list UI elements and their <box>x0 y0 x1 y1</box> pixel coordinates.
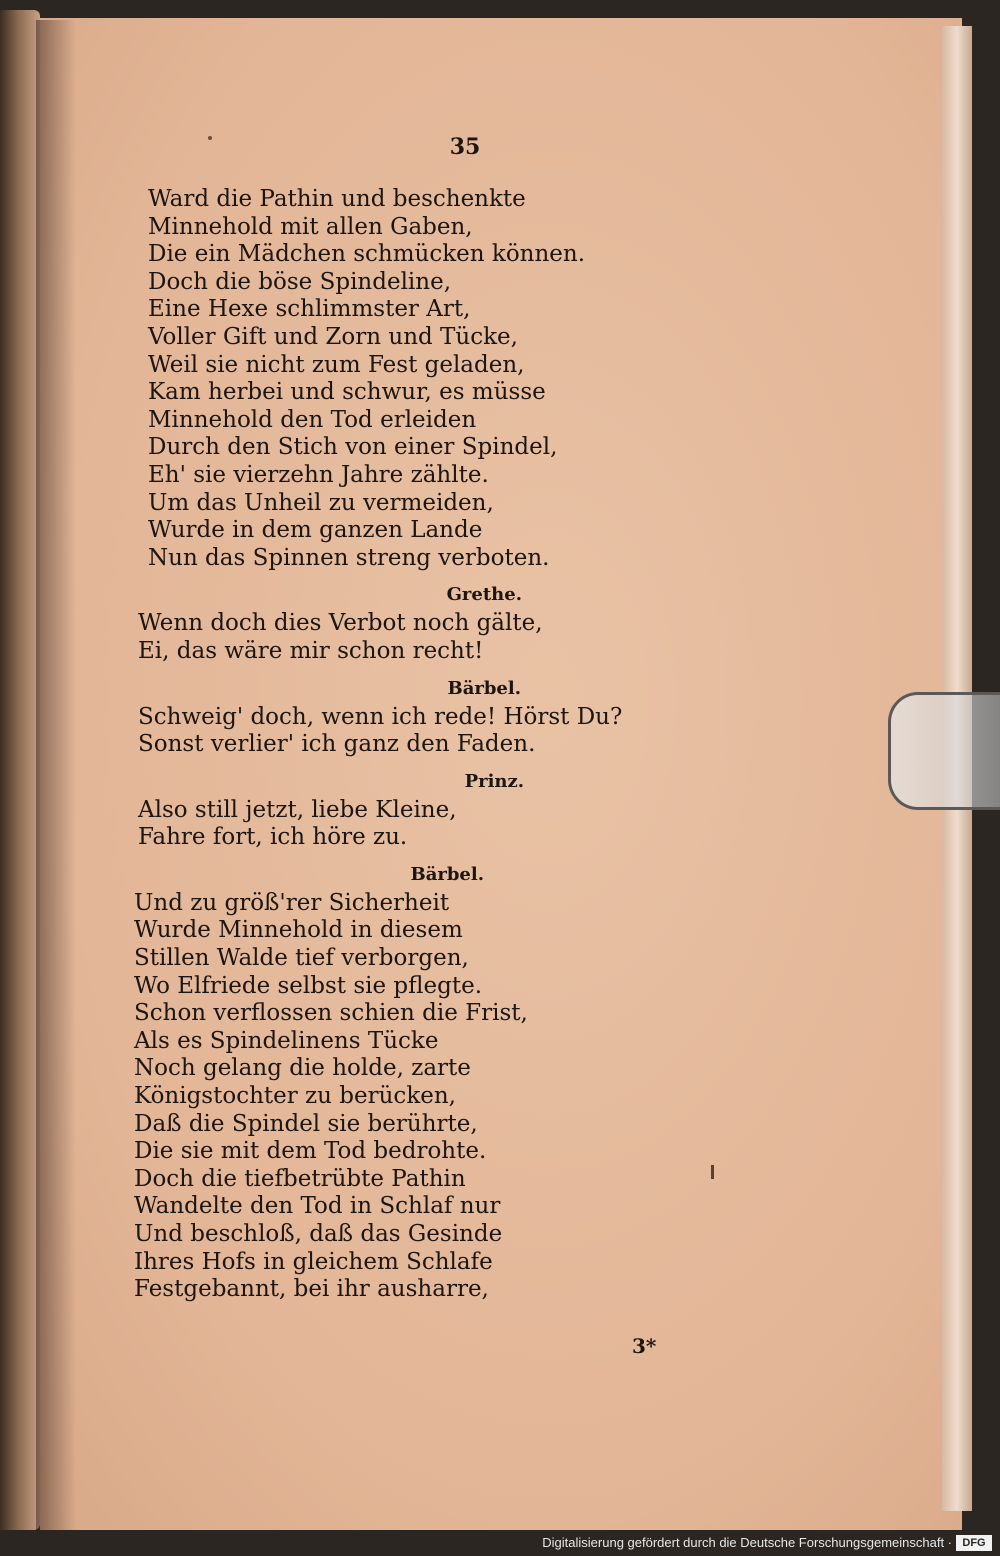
verse-line: Weil sie nicht zum Fest geladen, <box>148 351 525 378</box>
verse-text <box>134 186 654 1304</box>
verse-line: Sonst verlier' ich ganz den Faden. <box>138 731 536 758</box>
verse-line: Schweig' doch, wenn ich rede! Hörst Du? <box>138 703 623 730</box>
verse-line: Stillen Walde tief verborgen, <box>134 945 469 972</box>
verse-line: Durch den Stich von einer Spindel, <box>148 434 558 461</box>
verse-line: Ihres Hofs in gleichem Schlafe <box>134 1248 493 1275</box>
page-clip <box>888 692 1000 810</box>
verse-line: Also still jetzt, liebe Kleine, <box>138 796 457 823</box>
verse-line: Minnehold mit allen Gaben, <box>148 213 473 240</box>
verse-line: Daß die Spindel sie berührte, <box>134 1110 478 1137</box>
verse-line: Als es Spindelinens Tücke <box>134 1027 439 1054</box>
verse-line: Um das Unheil zu vermeiden, <box>148 489 494 516</box>
verse-group-5 <box>134 890 654 1304</box>
left-page-edge <box>0 10 40 1530</box>
verse-line: Wurde in dem ganzen Lande <box>148 517 483 544</box>
verse-group-2 <box>134 610 654 665</box>
verse-line: Und beschloß, daß das Gesinde <box>134 1221 503 1247</box>
speaker-heading: Bärbel. <box>410 863 484 885</box>
footer-credit: Digitalisierung gefördert durch die Deutsche Forschungsgemeinschaft · <box>0 1530 1000 1556</box>
verse-line: Festgebannt, bei ihr ausharre, <box>134 1276 489 1303</box>
verse-line: Und zu größ'rer Sicherheit <box>134 889 450 916</box>
verse-line: Kam herbei und schwur, es müsse <box>148 379 546 406</box>
verse-line: Eh' sie vierzehn Jahre zählte. <box>148 461 489 488</box>
verse-line: Schon verflossen schien die Frist, <box>134 1000 528 1027</box>
verse-line: Wandelte den Tod in Schlaf nur <box>134 1193 501 1220</box>
spine-shadow <box>36 20 76 1530</box>
verse-line: Die sie mit dem Tod bedrohte. <box>134 1138 487 1165</box>
verse-line: Fahre fort, ich höre zu. <box>138 824 408 851</box>
speaker-heading: Bärbel. <box>447 677 521 699</box>
speaker-heading: Prinz. <box>464 770 524 792</box>
verse-line: Wurde Minnehold in diesem <box>134 917 463 944</box>
verse-group-3 <box>134 704 654 759</box>
verse-line: Noch gelang die holde, zarte <box>134 1055 471 1082</box>
verse-line: Ei, das wäre mir schon recht! <box>138 637 484 664</box>
verse-line: Ward die Pathin und beschenkte <box>148 186 526 212</box>
speaker-heading: Grethe. <box>446 584 522 606</box>
verse-line: Voller Gift und Zorn und Tücke, <box>148 323 518 350</box>
verse-line: Die ein Mädchen schmücken können. <box>148 241 586 268</box>
verse-line: Doch die böse Spindeline, <box>148 268 452 295</box>
signature-mark: 3* <box>632 1334 657 1358</box>
verse-line: Eine Hexe schlimmster Art, <box>148 296 471 323</box>
verse-line: Königstochter zu berücken, <box>134 1083 456 1110</box>
verse-line: Doch die tiefbetrübte Pathin <box>134 1165 466 1192</box>
verse-line: Wenn doch dies Verbot noch gälte, <box>138 610 543 637</box>
ink-speck <box>208 136 212 140</box>
verse-group-4 <box>134 797 654 852</box>
verse-line: Nun das Spinnen streng verboten. <box>148 544 550 571</box>
verse-group-1 <box>134 186 654 572</box>
ink-mark <box>711 1165 714 1179</box>
dfg-logo-icon: DFG <box>956 1535 992 1551</box>
verse-line: Wo Elfriede selbst sie pflegte. <box>134 972 482 999</box>
verse-line: Minnehold den Tod erleiden <box>148 406 477 433</box>
page-number: 35 <box>449 134 481 160</box>
